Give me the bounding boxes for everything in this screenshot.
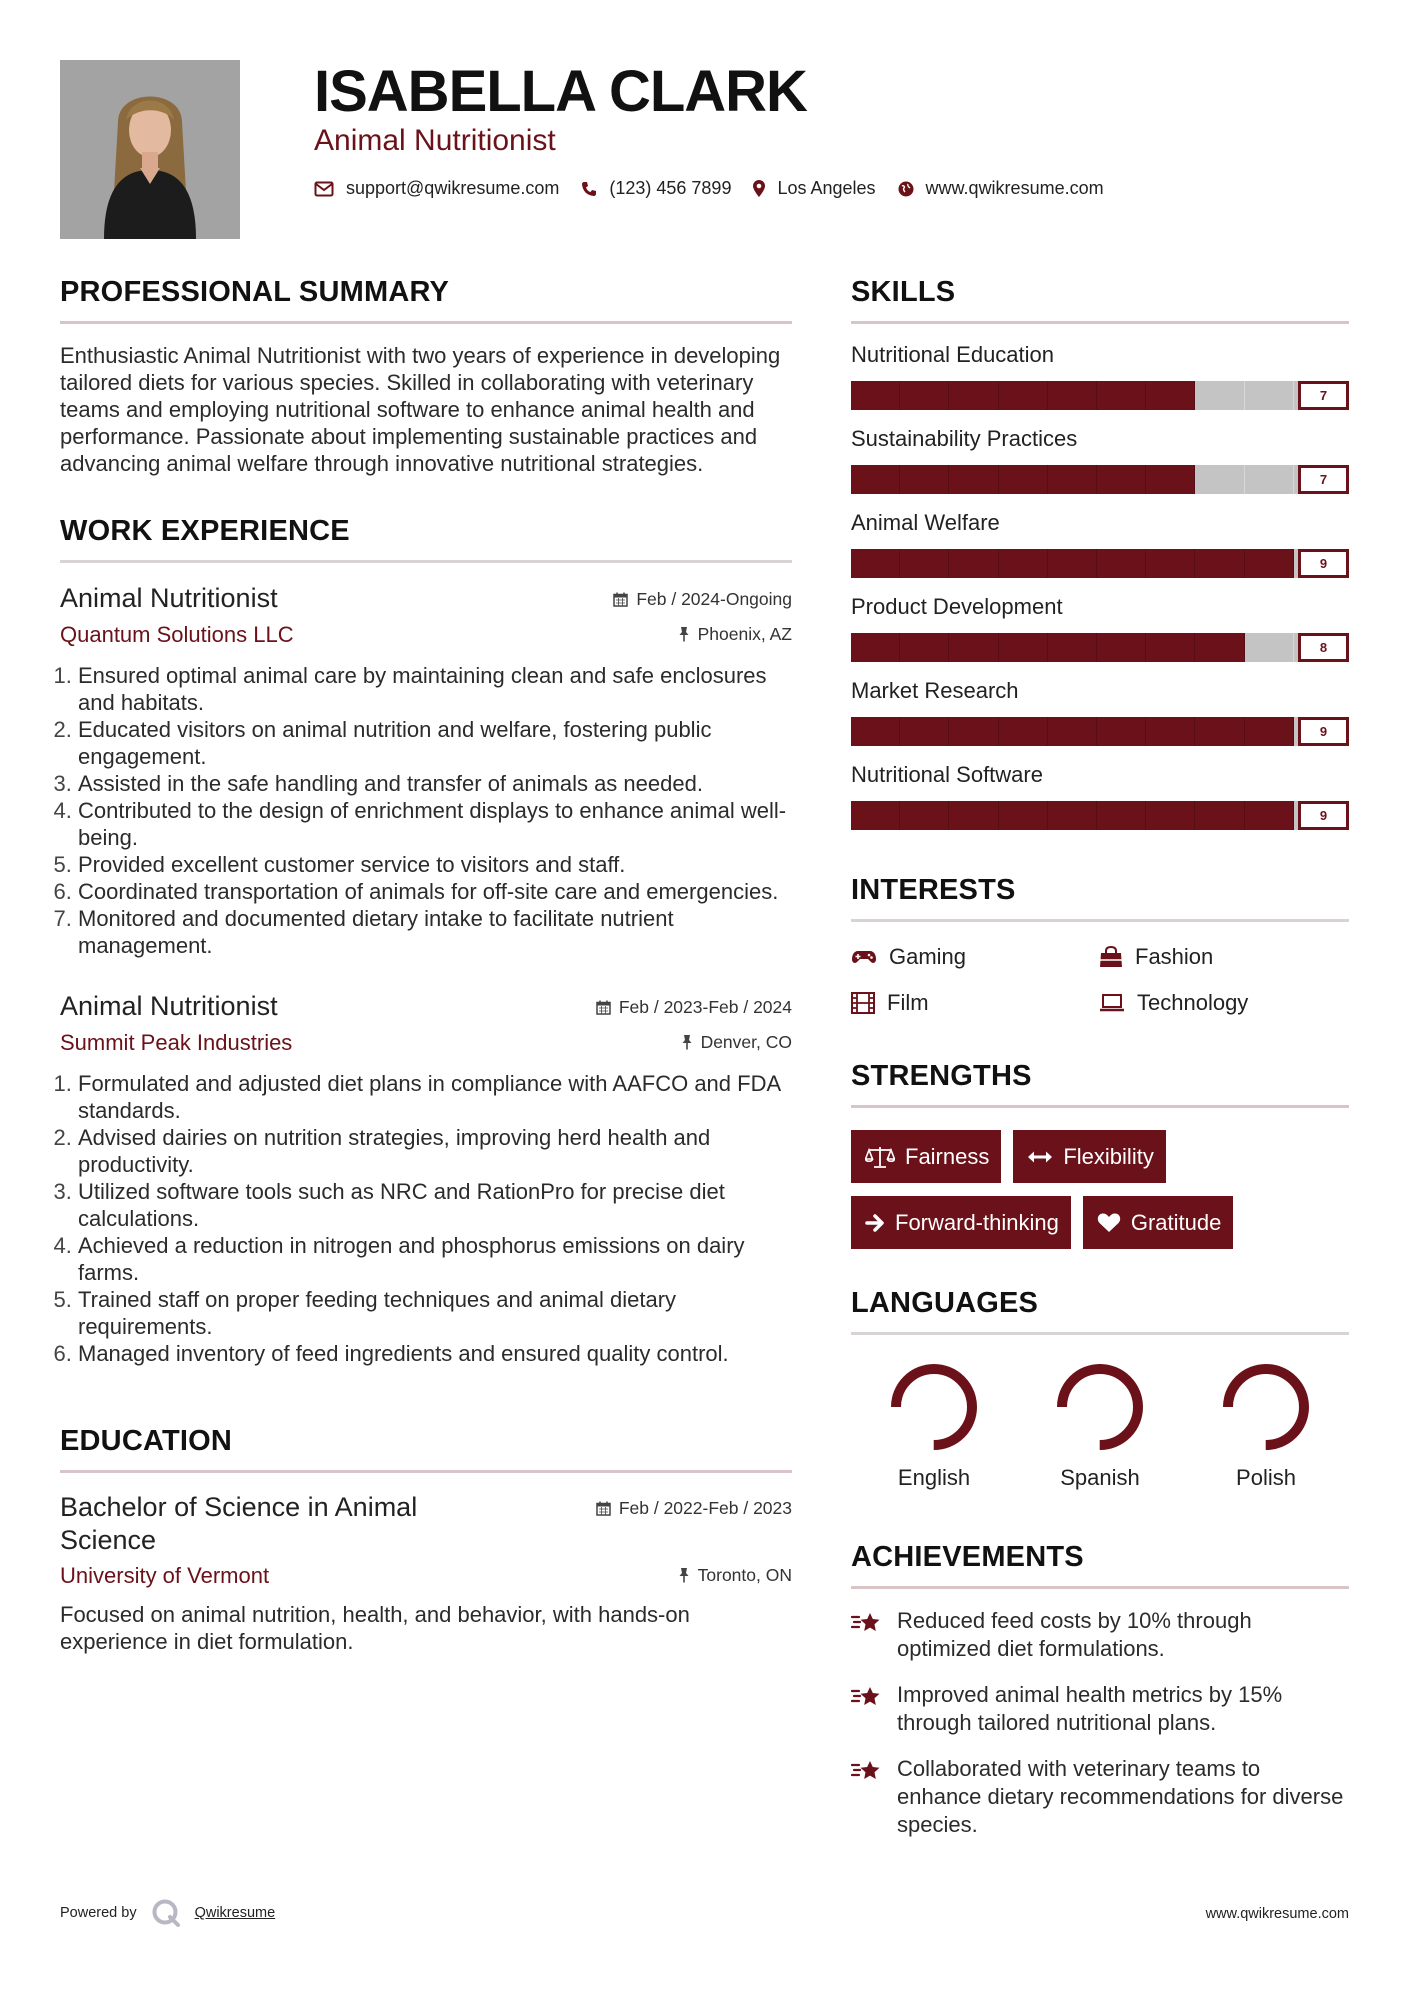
language-ring-arc [1062, 1369, 1138, 1445]
skill-segment-filled [1245, 801, 1294, 830]
skill-segment-filled [851, 381, 900, 410]
interest-item: Technology [1099, 990, 1349, 1016]
list-item: 4. Contributed to the design of enrichment displays to enhance animal well-being. [78, 797, 792, 851]
skill-segment-filled [949, 549, 998, 578]
calendar-icon [613, 592, 628, 607]
list-item: 6. Coordinated transportation of animals for off-site care and emergencies. [78, 878, 792, 905]
list-item: 3. Utilized software tools such as NRC and RationPro for precise diet calculations. [78, 1178, 792, 1232]
skill-segment-filled [1245, 549, 1294, 578]
job-title: Animal Nutritionist [60, 583, 278, 613]
list-item: 5. Provided excellent customer service to visitors and staff. [78, 851, 792, 878]
skill-segment-filled [1146, 801, 1195, 830]
skill-segment-filled [999, 465, 1048, 494]
education-location: Toronto, ON [678, 1565, 792, 1586]
skills-section [851, 276, 1349, 830]
skill-level-badge: 9 [1298, 549, 1349, 578]
candidate-name: ISABELLA CLARK [314, 59, 807, 124]
skill-segment-filled [900, 381, 949, 410]
contact-email[interactable] [314, 178, 559, 199]
skills-list [851, 342, 1349, 830]
skill-segment-filled [949, 801, 998, 830]
skill-segment-empty [1245, 381, 1294, 410]
skill-level-badge: 7 [1298, 465, 1349, 494]
website-text: www.qwikresume.com [925, 178, 1104, 198]
list-item: 5. Trained staff on proper feeding techniques and animal dietary requirements. [78, 1286, 792, 1340]
skill-segment-filled [1146, 633, 1195, 662]
language-level-ring [1054, 1361, 1146, 1453]
skill-segment-filled [900, 549, 949, 578]
skill-segment-filled [851, 717, 900, 746]
skill-segment-filled [1097, 381, 1146, 410]
skill-segment-filled [900, 801, 949, 830]
section-divider [851, 1332, 1349, 1335]
skill-segment-filled [1097, 717, 1146, 746]
list-item: 2. Advised dairies on nutrition strategies, improving herd health and productivity. [78, 1124, 792, 1178]
section-title: STRENGTHS [851, 1060, 1032, 1092]
list-item: 2. Educated visitors on animal nutrition and welfare, fostering public engagement. [78, 716, 792, 770]
qwikresume-logo-icon [151, 1898, 181, 1928]
skill-segment-filled [1048, 801, 1097, 830]
right-column [851, 276, 1349, 1839]
strength-chip: Gratitude [1083, 1196, 1234, 1249]
skill-item [851, 342, 1349, 410]
job-title: Animal Nutritionist [60, 991, 278, 1021]
skill-level-badge: 7 [1298, 381, 1349, 410]
skill-segment-filled [1195, 801, 1244, 830]
candidate-role: Animal Nutritionist [314, 124, 556, 157]
interests-section [851, 874, 1349, 1016]
gamepad-icon [851, 949, 877, 965]
left-column [60, 276, 792, 1655]
contact-bar [314, 178, 1126, 199]
skill-bar [851, 381, 1349, 410]
skill-segment-filled [949, 465, 998, 494]
skill-segment-filled [1097, 633, 1146, 662]
skill-name: Animal Welfare [851, 510, 1000, 535]
skill-segment-filled [1146, 717, 1195, 746]
skill-segment-filled [1195, 549, 1244, 578]
skill-segment-filled [1048, 717, 1097, 746]
language-level-ring [1220, 1361, 1312, 1453]
skill-segment-filled [949, 717, 998, 746]
section-title: SKILLS [851, 276, 956, 308]
education-dates: Feb / 2022-Feb / 2023 [596, 1498, 792, 1519]
skill-item [851, 594, 1349, 662]
skill-bar [851, 633, 1349, 662]
education-section [60, 1425, 792, 1655]
section-title: PROFESSIONAL SUMMARY [60, 276, 450, 308]
shooting-star-icon [851, 1609, 883, 1637]
phone-text: (123) 456 7899 [609, 178, 732, 198]
skill-segment-filled [1146, 549, 1195, 578]
list-item: 6. Managed inventory of feed ingredients and ensured quality control. [78, 1340, 792, 1367]
section-title: LANGUAGES [851, 1287, 1039, 1319]
skill-segment-filled [1146, 465, 1195, 494]
language-name: Polish [1236, 1465, 1296, 1490]
skill-segment-filled [900, 465, 949, 494]
strength-chip: Fairness [851, 1130, 1001, 1183]
film-icon [851, 992, 875, 1014]
achievement-item: Collaborated with veterinary teams to enhance dietary recommendations for diverse species. [851, 1755, 1349, 1839]
skill-bar [851, 465, 1349, 494]
arrow-right-icon [865, 1214, 885, 1232]
email-text: support@qwikresume.com [346, 178, 560, 198]
skill-segment-filled [1048, 465, 1097, 494]
laptop-icon [1099, 994, 1125, 1012]
section-divider [60, 321, 792, 324]
skill-segment-filled [1097, 465, 1146, 494]
achievement-item: Reduced feed costs by 10% through optimized diet formulations. [851, 1607, 1349, 1663]
list-item: 7. Monitored and documented dietary intake to facilitate nutrient management. [78, 905, 792, 959]
footer-powered-by [60, 1898, 275, 1928]
section-divider [60, 560, 792, 563]
language-name: Spanish [1060, 1465, 1140, 1490]
summary-section [60, 276, 792, 477]
skill-item [851, 762, 1349, 830]
achievement-item: Improved animal health metrics by 15% through tailored nutritional plans. [851, 1681, 1349, 1737]
skill-segment-filled [851, 633, 900, 662]
balance-scale-icon [865, 1146, 895, 1168]
skill-item [851, 678, 1349, 746]
section-divider [851, 1105, 1349, 1108]
skill-name: Nutritional Education [851, 342, 1055, 367]
phone-icon [581, 181, 597, 197]
shooting-star-icon [851, 1683, 883, 1711]
interest-item: Film [851, 990, 1099, 1016]
skill-segment-filled [999, 717, 1048, 746]
language-ring-arc [1228, 1369, 1304, 1445]
list-item: 4. Achieved a reduction in nitrogen and phosphorus emissions on dairy farms. [78, 1232, 792, 1286]
language-name: English [897, 1465, 971, 1490]
degree-title: Bachelor of Science in Animal Science [60, 1492, 418, 1555]
map-marker-icon [753, 180, 765, 197]
language-item [851, 1361, 1017, 1491]
globe-icon [898, 181, 914, 197]
skill-name: Market Research [851, 678, 1019, 703]
section-divider [851, 919, 1349, 922]
section-title: INTERESTS [851, 874, 1016, 906]
skill-segment-filled [1048, 633, 1097, 662]
contact-location [753, 178, 875, 199]
heart-icon [1097, 1212, 1121, 1233]
job-dates: Feb / 2024-Ongoing [613, 589, 792, 610]
pin-icon [681, 1034, 693, 1050]
language-item [1017, 1361, 1183, 1491]
contact-website[interactable] [898, 178, 1104, 199]
skill-bar [851, 717, 1349, 746]
location-text: Los Angeles [777, 178, 876, 198]
skill-level-badge: 9 [1298, 801, 1349, 830]
pin-icon [678, 626, 690, 642]
skill-segment-filled [999, 549, 1048, 578]
company-name: Quantum Solutions LLC [60, 622, 294, 647]
interest-item: Fashion [1099, 944, 1349, 970]
skill-segment-filled [1097, 549, 1146, 578]
skill-segment-filled [851, 465, 900, 494]
skill-segment-filled [900, 717, 949, 746]
company-name: Summit Peak Industries [60, 1030, 293, 1055]
pin-icon [678, 1567, 690, 1583]
skill-segment-filled [949, 633, 998, 662]
list-item: 1. Formulated and adjusted diet plans in compliance with AAFCO and FDA standards. [78, 1070, 792, 1124]
skill-segment-empty [1245, 465, 1294, 494]
skill-bar [851, 549, 1349, 578]
job-entry [60, 991, 792, 1367]
brand-link[interactable]: Qwikresume [194, 1905, 276, 1921]
skill-segment-filled [949, 381, 998, 410]
powered-by-label: Powered by [60, 1905, 137, 1921]
skill-name: Product Development [851, 594, 1063, 619]
language-item [1183, 1361, 1349, 1491]
job-location: Denver, CO [681, 1032, 792, 1053]
education-text: Focused on animal nutrition, health, and behavior, with hands-on experience in diet formulation. [60, 1602, 690, 1654]
skill-segment-filled [1048, 381, 1097, 410]
skill-item [851, 510, 1349, 578]
list-item: 1. Ensured optimal animal care by maintaining clean and safe enclosures and habitats. [78, 662, 792, 716]
skill-segment-filled [1146, 381, 1195, 410]
skill-segment-filled [999, 801, 1048, 830]
language-level-ring [888, 1361, 980, 1453]
job-entry [60, 583, 792, 959]
footer-website[interactable]: www.qwikresume.com [1205, 1906, 1349, 1922]
skill-segment-filled [1195, 717, 1244, 746]
calendar-icon [596, 1501, 611, 1516]
envelope-icon [314, 181, 334, 197]
skill-segment-empty [1245, 633, 1294, 662]
job-dates: Feb / 2023-Feb / 2024 [596, 997, 792, 1018]
skill-segment-empty [1195, 465, 1244, 494]
section-title: ACHIEVEMENTS [851, 1541, 1084, 1573]
skill-segment-filled [1048, 549, 1097, 578]
section-title: EDUCATION [60, 1425, 233, 1457]
list-item: 3. Assisted in the safe handling and transfer of animals as needed. [78, 770, 792, 797]
contact-phone[interactable] [581, 178, 731, 199]
skill-segment-empty [1195, 381, 1244, 410]
skill-segment-filled [851, 549, 900, 578]
strength-chip: Forward-thinking [851, 1196, 1071, 1249]
calendar-icon [596, 1000, 611, 1015]
job-bullets [60, 662, 792, 959]
skill-segment-filled [1097, 801, 1146, 830]
section-divider [851, 321, 1349, 324]
strengths-section [851, 1060, 1349, 1249]
languages-section [851, 1287, 1349, 1491]
experience-section [60, 515, 792, 1367]
section-title: WORK EXPERIENCE [60, 515, 350, 547]
job-location: Phoenix, AZ [678, 624, 792, 645]
section-divider [851, 1586, 1349, 1589]
arrows-horizontal-icon [1027, 1150, 1053, 1164]
skill-item [851, 426, 1349, 494]
profile-photo [60, 60, 240, 239]
skill-level-badge: 8 [1298, 633, 1349, 662]
summary-text: Enthusiastic Animal Nutritionist with two years of experience in developing tailored diets for various species. Skilled in collaborating with veterinary teams and employing nutritional software to enhance animal health and performance. Passionate about implementing sustainable practices and advancing animal welfare through innovative nutritional strategies. [60, 343, 781, 476]
skill-segment-filled [851, 801, 900, 830]
interest-item: Gaming [851, 944, 1099, 970]
job-bullets [60, 1070, 792, 1367]
skill-segment-filled [999, 381, 1048, 410]
skill-segment-filled [900, 633, 949, 662]
shopping-bag-icon [1099, 946, 1123, 968]
language-ring-arc [896, 1369, 972, 1445]
strength-chip: Flexibility [1013, 1130, 1165, 1183]
skill-name: Sustainability Practices [851, 426, 1078, 451]
skill-name: Nutritional Software [851, 762, 1043, 787]
achievements-section [851, 1541, 1349, 1839]
skill-level-badge: 9 [1298, 717, 1349, 746]
skill-segment-filled [999, 633, 1048, 662]
school-name: University of Vermont [60, 1563, 270, 1588]
shooting-star-icon [851, 1757, 883, 1785]
skill-bar [851, 801, 1349, 830]
skill-segment-filled [1245, 717, 1294, 746]
section-divider [60, 1470, 792, 1473]
skill-segment-filled [1195, 633, 1244, 662]
languages-list [851, 1361, 1349, 1491]
